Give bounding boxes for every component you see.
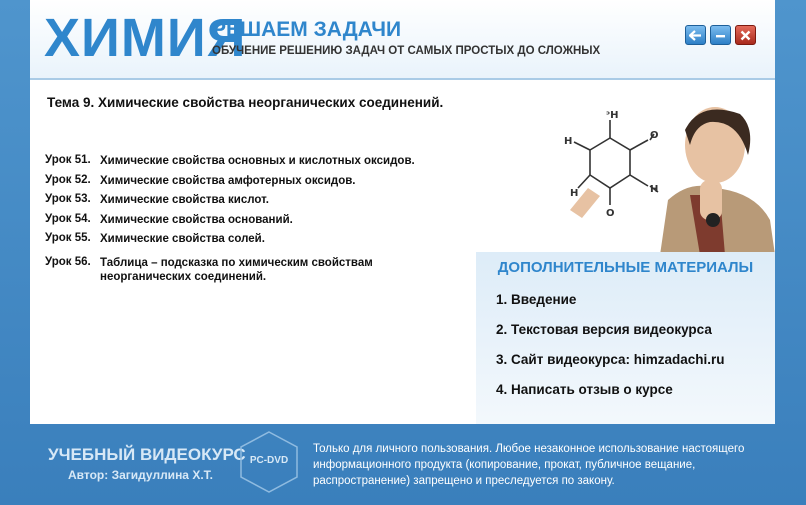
lesson-number: Урок 54. [45,212,91,225]
svg-text:H: H [570,188,579,199]
lesson-item[interactable] [45,213,465,233]
lesson-item[interactable] [45,232,465,252]
lesson-title: Таблица – подсказка по химическим свойствам неорганических соединений. [100,256,373,283]
svg-text:O: O [650,130,659,141]
brand-title: ХИМИЯ [44,8,247,68]
footer-title: УЧЕБНЫЙ ВИДЕОКУРС [48,445,246,464]
extras-item-intro[interactable]: 1. Введение [496,292,577,307]
lesson-number: Урок 55. [45,232,91,244]
lesson-number: Урок 51. [45,154,91,166]
dvd-badge-label: PC-DVD [249,455,289,466]
svg-text:O: O [606,208,615,219]
lesson-title: Химические свойства оснований. [100,213,293,226]
legal-notice: Только для личного пользования. Любое незаконное использование настоящего информационного продукта (копирование, прокат, публичное вещание, распространение) запрещено и преследуется по закону. [313,443,745,487]
lesson-title: Химические свойства основных и кислотных оксидов. [100,155,415,167]
lesson-item[interactable] [45,154,465,174]
extras-panel [476,252,775,424]
extras-item-text-version[interactable]: 2. Текстовая версия видеокурса [496,322,712,337]
extras-item-website[interactable]: 3. Сайт видеокурса: himzadachi.ru [496,352,725,367]
back-arrow-icon[interactable] [685,25,706,45]
close-icon[interactable] [735,25,756,45]
lesson-title: Химические свойства солей. [100,233,265,245]
lesson-number: Урок 56. [45,255,91,268]
extras-list [476,292,775,412]
svg-text:H: H [650,184,659,195]
lesson-item[interactable] [45,174,465,194]
chemist-illustration [550,100,775,255]
svg-text:ᵓH: ᵓH [606,110,619,121]
lesson-title: Химические свойства амфотерных оксидов. [100,174,356,187]
main-panel [30,0,775,424]
topic-heading: Тема 9. Химические свойства неорганических соединений. [47,95,444,110]
header [30,0,775,80]
extras-title: ДОПОЛНИТЕЛЬНЫЕ МАТЕРИАЛЫ [497,259,754,276]
lesson-number: Урок 53. [45,193,91,205]
minimize-icon[interactable] [710,25,731,45]
lesson-item[interactable] [45,256,465,288]
footer-author: Автор: Загидуллина Х.Т. [68,468,213,482]
lesson-item[interactable] [45,193,465,213]
window-controls [685,25,756,45]
lesson-number: Урок 52. [45,173,91,186]
extras-item-feedback[interactable]: 4. Написать отзыв о курсе [496,382,673,397]
brand-tagline: ОБУЧЕНИЕ РЕШЕНИЮ ЗАДАЧ ОТ САМЫХ ПРОСТЫХ ДО СЛОЖНЫХ [212,45,601,57]
brand-subtitle: РЕШАЕМ ЗАДАЧИ [212,18,402,41]
lesson-title: Химические свойства кислот. [100,194,269,206]
svg-text:H: H [564,136,573,147]
lesson-list [45,154,465,288]
